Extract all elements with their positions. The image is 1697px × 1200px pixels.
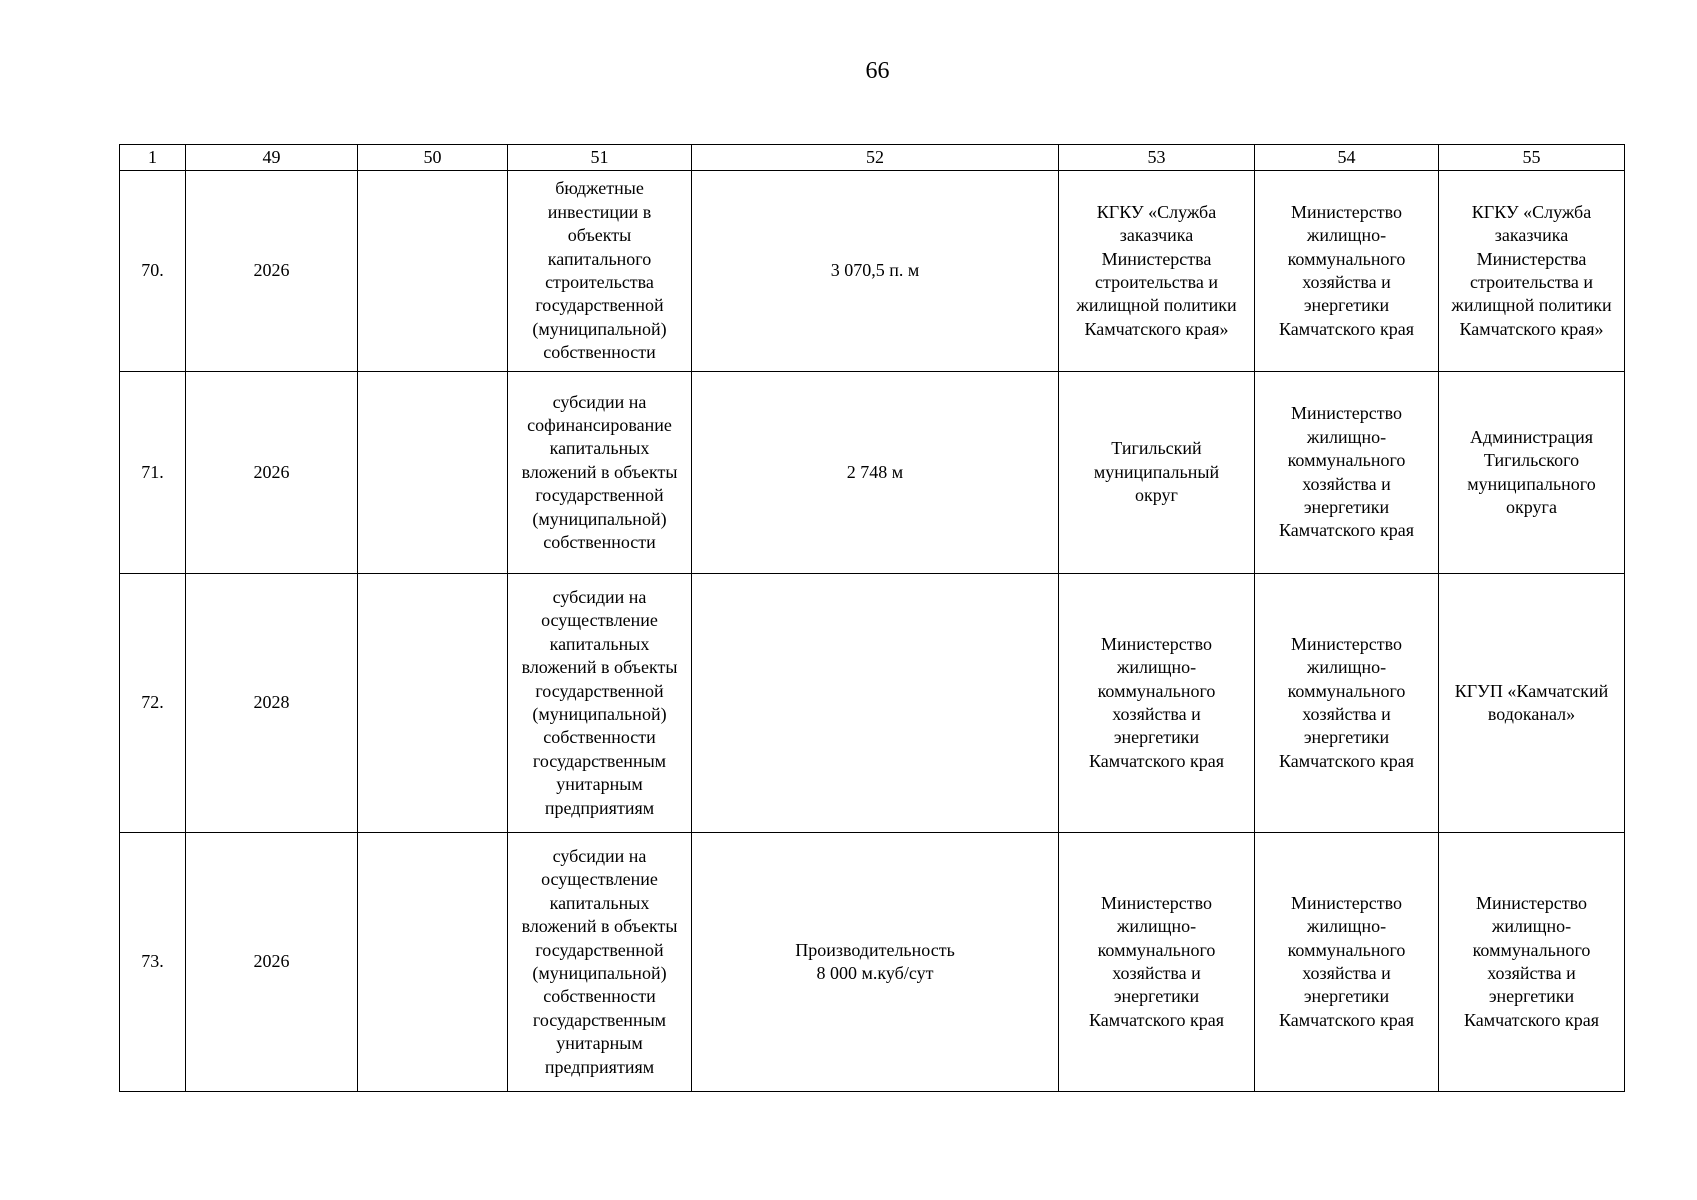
year-cell: 2026 (186, 372, 358, 574)
col50-cell (358, 574, 508, 833)
header-cell: 1 (120, 145, 186, 171)
table-row (120, 372, 1625, 574)
capacity-cell: 2 748 м (692, 372, 1059, 574)
header-row (120, 145, 1625, 171)
customer-cell: Министерство жилищно- коммунального хозяйства и энергетики Камчатского края (1059, 833, 1255, 1092)
capacity-cell (692, 574, 1059, 833)
customer-cell: Тигильский муниципальный округ (1059, 372, 1255, 574)
table-row (120, 171, 1625, 372)
ministry-cell: Министерство жилищно- коммунального хозяйства и энергетики Камчатского края (1255, 574, 1439, 833)
ministry-cell: Министерство жилищно- коммунального хозяйства и энергетики Камчатского края (1255, 171, 1439, 372)
row-number-cell: 72. (120, 574, 186, 833)
customer-cell: Министерство жилищно- коммунального хозяйства и энергетики Камчатского края (1059, 574, 1255, 833)
table-row (120, 833, 1625, 1092)
page-number: 66 (865, 58, 890, 84)
customer-cell: КГКУ «Служба заказчика Министерства строительства и жилищной политики Камчатского края» (1059, 171, 1255, 372)
capacity-cell: Производительность 8 000 м.куб/сут (692, 833, 1059, 1092)
recipient-cell: КГКУ «Служба заказчика Министерства строительства и жилищной политики Камчатского края» (1439, 171, 1625, 372)
ministry-cell: Министерство жилищно- коммунального хозяйства и энергетики Камчатского края (1255, 833, 1439, 1092)
funding-type-cell: субсидии на осуществление капитальных вложений в объекты государственной (муниципальной) собственности государственным унитарным предприятиям (508, 833, 692, 1092)
document-table (119, 144, 1625, 1092)
header-cell: 49 (186, 145, 358, 171)
funding-type-cell: субсидии на осуществление капитальных вложений в объекты государственной (муниципальной) собственности государственным унитарным предприятиям (508, 574, 692, 833)
col50-cell (358, 372, 508, 574)
row-number-cell: 73. (120, 833, 186, 1092)
header-cell: 51 (508, 145, 692, 171)
funding-type-cell: бюджетные инвестиции в объекты капитального строительства государственной (муниципальной) собственности (508, 171, 692, 372)
header-cell: 55 (1439, 145, 1625, 171)
col50-cell (358, 171, 508, 372)
table-row (120, 574, 1625, 833)
row-number-cell: 71. (120, 372, 186, 574)
header-cell: 54 (1255, 145, 1439, 171)
recipient-cell: КГУП «Камчатский водоканал» (1439, 574, 1625, 833)
recipient-cell: Администрация Тигильского муниципального округа (1439, 372, 1625, 574)
header-cell: 53 (1059, 145, 1255, 171)
header-cell: 50 (358, 145, 508, 171)
header-cell: 52 (692, 145, 1059, 171)
year-cell: 2026 (186, 171, 358, 372)
recipient-cell: Министерство жилищно- коммунального хозяйства и энергетики Камчатского края (1439, 833, 1625, 1092)
funding-type-cell: субсидии на софинансирование капитальных вложений в объекты государственной (муниципальной) собственности (508, 372, 692, 574)
year-cell: 2026 (186, 833, 358, 1092)
year-cell: 2028 (186, 574, 358, 833)
ministry-cell: Министерство жилищно- коммунального хозяйства и энергетики Камчатского края (1255, 372, 1439, 574)
col50-cell (358, 833, 508, 1092)
capacity-cell: 3 070,5 п. м (692, 171, 1059, 372)
row-number-cell: 70. (120, 171, 186, 372)
